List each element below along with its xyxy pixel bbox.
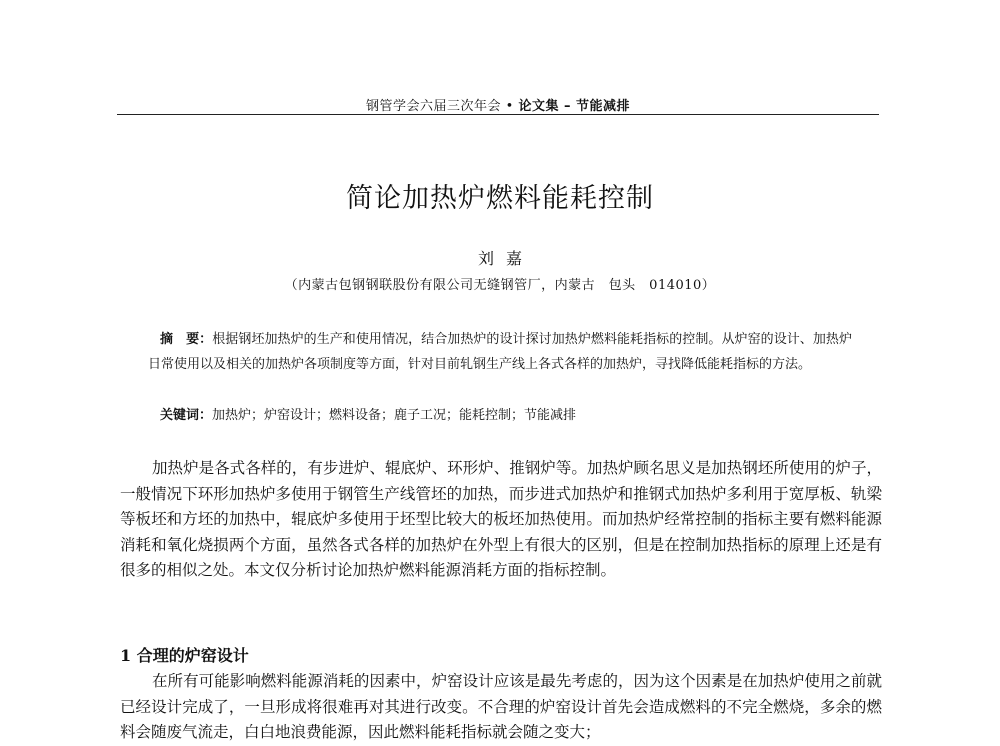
running-header-conference: 钢管学会六届三次年会 • — [366, 99, 519, 114]
section-1-number: 1 — [120, 646, 132, 665]
author-name: 刘嘉 — [477, 249, 534, 268]
keywords-label: 关键词： — [160, 408, 213, 423]
abstract-label: 摘 要： — [160, 332, 213, 347]
intro-paragraph: 加热炉是各式各样的，有步进炉、辊底炉、环形炉、推钢炉等。加热炉顾名思义是加热钢坯所使用的炉子，一般情况下环形加热炉多使用于钢管生产线管坯的加热，而步进式加热炉和推钢式加热炉多利用于宽厚板、轨梁等板坯和方坯的加热中，辊底炉多使用于坯型比较大的板坯加热使用。而加热炉经常控制的指标主要有燃料能源消耗和氧化烧损两个方面，虽然各式各样的加热炉在外型上有很大的区别，但是在控制加热指标的原理上还是有很多的相似之处。本文仅分析讨论加热炉燃料能源消耗方面的指标控制。 — [120, 459, 882, 579]
keywords-text: 加热炉；炉窑设计；燃料设备；鹿子工况；能耗控制；节能减排 — [212, 408, 577, 423]
section-1-paragraph: 在所有可能影响燃料能源消耗的因素中，炉窑设计应该是最先考虑的，因为这个因素是在加热炉使用之前就已经设计完成了，一旦形成将很难再对其进行改变。不合理的炉窑设计首先会造成燃料的不完全燃烧，多余的燃料会随废气流走，白白地浪费能源，因此燃料能耗指标就会随之变大； — [120, 672, 882, 741]
author-affiliation: （内蒙古包钢钢联股份有限公司无缝钢管厂，内蒙古 包头 014010） — [284, 278, 716, 293]
section-1-title: 合理的炉窑设计 — [136, 646, 249, 665]
running-header-collection: 论文集 – 节能减排 — [518, 99, 630, 114]
header-rule — [117, 114, 879, 115]
keywords — [148, 403, 864, 428]
abstract-text: 根据钢坯加热炉的生产和使用情况，结合加热炉的设计探讨加热炉燃料能耗指标的控制。从炉窑的设计、加热炉日常使用以及相关的加热炉各项制度等方面，针对目前轧钢生产线上各式各样的加热炉，寻找降低能耗指标的方法。 — [148, 332, 852, 372]
section-1-heading — [120, 643, 249, 666]
running-header — [117, 95, 879, 114]
paper-title: 简论加热炉燃料能耗控制 — [346, 183, 654, 214]
abstract — [148, 327, 852, 377]
